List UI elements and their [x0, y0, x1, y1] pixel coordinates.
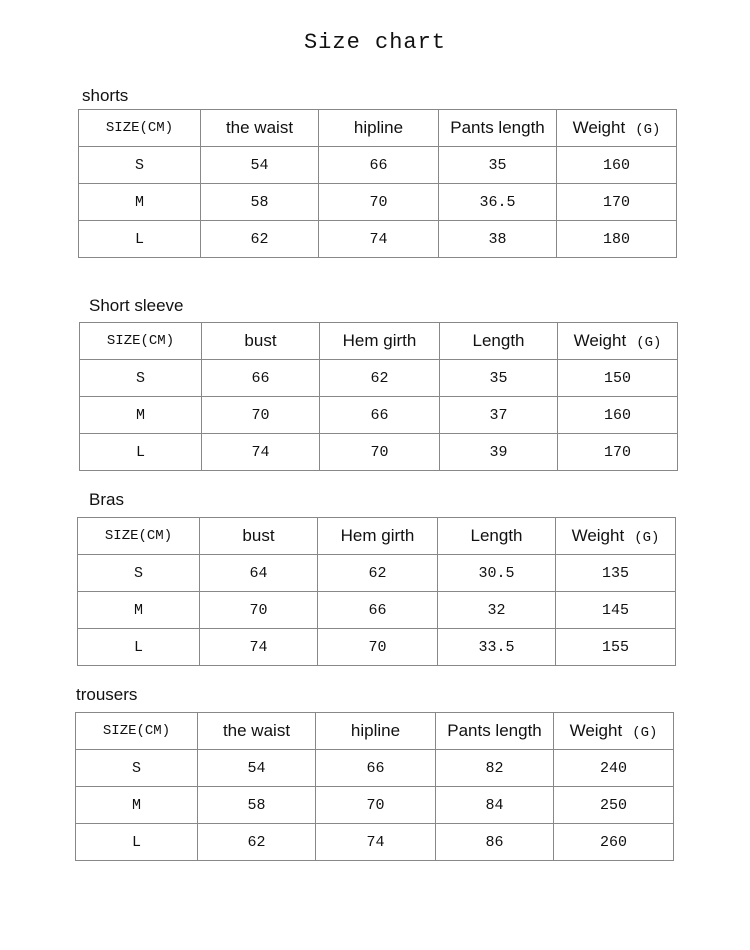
cell: 38: [439, 221, 557, 258]
header-col: Hem girth: [318, 518, 438, 555]
cell: 70: [316, 787, 436, 824]
table-row: [76, 750, 674, 787]
cell: 170: [557, 184, 677, 221]
cell: 62: [318, 555, 438, 592]
cell: 64: [200, 555, 318, 592]
table-header-row: [79, 110, 677, 147]
header-col: hipline: [319, 110, 439, 147]
weight-unit: (G): [634, 530, 660, 546]
header-col: the waist: [201, 110, 319, 147]
header-col: Pants length: [436, 713, 554, 750]
header-col: Hem girth: [320, 323, 440, 360]
cell: 58: [198, 787, 316, 824]
cell: 66: [320, 397, 440, 434]
cell-size: S: [76, 750, 198, 787]
header-size: SIZE(CM): [78, 518, 200, 555]
header-col: hipline: [316, 713, 436, 750]
weight-unit: (G): [632, 725, 658, 741]
cell-size: L: [76, 824, 198, 861]
header-col: bust: [200, 518, 318, 555]
cell: 30.5: [438, 555, 556, 592]
weight-unit: (G): [635, 122, 661, 138]
header-size: SIZE(CM): [80, 323, 202, 360]
cell: 66: [318, 592, 438, 629]
cell: 74: [316, 824, 436, 861]
cell: 66: [319, 147, 439, 184]
cell-size: M: [78, 592, 200, 629]
header-weight: [557, 110, 677, 147]
cell: 260: [554, 824, 674, 861]
cell-size: M: [80, 397, 202, 434]
cell: 160: [558, 397, 678, 434]
cell: 70: [320, 434, 440, 471]
cell: 54: [201, 147, 319, 184]
table-row: [79, 147, 677, 184]
cell: 240: [554, 750, 674, 787]
table-row: [79, 221, 677, 258]
size-table-bras: [77, 517, 676, 666]
table-row: [80, 360, 678, 397]
cell-size: M: [79, 184, 201, 221]
cell: 35: [439, 147, 557, 184]
table-row: [80, 434, 678, 471]
table-row: [78, 555, 676, 592]
header-weight: [554, 713, 674, 750]
header-weight-label: Weight: [571, 526, 625, 545]
cell-size: L: [79, 221, 201, 258]
cell: 155: [556, 629, 676, 666]
cell: 82: [436, 750, 554, 787]
cell: 58: [201, 184, 319, 221]
table-row: [78, 629, 676, 666]
header-weight-label: Weight: [569, 721, 623, 740]
weight-unit: (G): [636, 335, 662, 351]
cell-size: M: [76, 787, 198, 824]
cell: 170: [558, 434, 678, 471]
cell-size: S: [78, 555, 200, 592]
table-row: [79, 184, 677, 221]
cell: 135: [556, 555, 676, 592]
section-label-trousers: trousers: [76, 685, 138, 704]
table-row: [76, 787, 674, 824]
cell: 145: [556, 592, 676, 629]
cell: 62: [320, 360, 440, 397]
cell: 70: [318, 629, 438, 666]
header-col: the waist: [198, 713, 316, 750]
cell: 160: [557, 147, 677, 184]
header-col: bust: [202, 323, 320, 360]
section-label-shorts: shorts: [82, 86, 129, 105]
table-header-row: [76, 713, 674, 750]
header-weight: [556, 518, 676, 555]
cell: 70: [319, 184, 439, 221]
cell: 74: [200, 629, 318, 666]
header-weight-label: Weight: [572, 118, 626, 137]
header-size: SIZE(CM): [76, 713, 198, 750]
cell: 250: [554, 787, 674, 824]
cell: 70: [202, 397, 320, 434]
cell: 35: [440, 360, 558, 397]
page-title: Size chart: [303, 30, 447, 55]
section-label-bras: Bras: [89, 490, 124, 509]
header-weight: [558, 323, 678, 360]
cell: 32: [438, 592, 556, 629]
section-label-short-sleeve: Short sleeve: [89, 296, 184, 315]
cell: 70: [200, 592, 318, 629]
cell: 84: [436, 787, 554, 824]
cell: 36.5: [439, 184, 557, 221]
cell: 33.5: [438, 629, 556, 666]
cell: 66: [316, 750, 436, 787]
cell: 62: [201, 221, 319, 258]
cell: 150: [558, 360, 678, 397]
table-header-row: [80, 323, 678, 360]
cell: 180: [557, 221, 677, 258]
table-header-row: [78, 518, 676, 555]
header-col: Pants length: [439, 110, 557, 147]
cell: 86: [436, 824, 554, 861]
header-size: SIZE(CM): [79, 110, 201, 147]
size-table-shorts: [78, 109, 677, 258]
cell: 39: [440, 434, 558, 471]
header-weight-label: Weight: [573, 331, 627, 350]
header-col: Length: [440, 323, 558, 360]
cell: 62: [198, 824, 316, 861]
table-row: [80, 397, 678, 434]
size-table-short-sleeve: [79, 322, 678, 471]
table-row: [76, 824, 674, 861]
cell-size: S: [79, 147, 201, 184]
size-table-trousers: [75, 712, 674, 861]
header-col: Length: [438, 518, 556, 555]
cell-size: S: [80, 360, 202, 397]
cell: 74: [319, 221, 439, 258]
cell-size: L: [78, 629, 200, 666]
cell: 66: [202, 360, 320, 397]
table-row: [78, 592, 676, 629]
cell-size: L: [80, 434, 202, 471]
cell: 54: [198, 750, 316, 787]
cell: 37: [440, 397, 558, 434]
cell: 74: [202, 434, 320, 471]
